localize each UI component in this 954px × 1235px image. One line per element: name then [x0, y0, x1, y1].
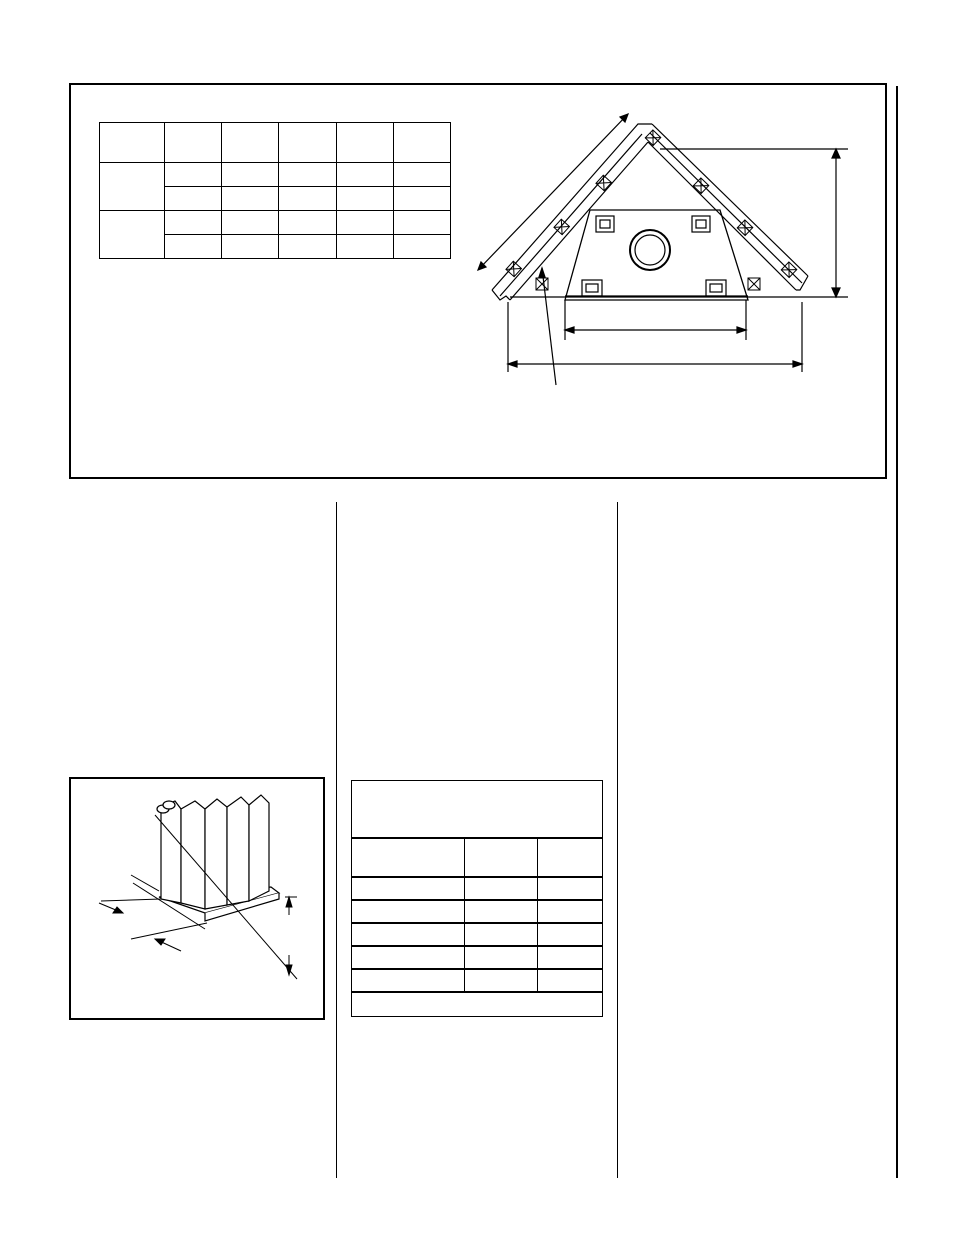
table-cell: [465, 946, 538, 969]
right-wall-outer: [652, 124, 808, 276]
table-cell: [336, 123, 393, 163]
table-cell: [465, 877, 538, 900]
table-row: [352, 900, 602, 923]
table-row: [100, 123, 451, 163]
table-cell: [165, 187, 222, 211]
table-cell: [465, 900, 538, 923]
table-cell: [222, 163, 279, 187]
table-cell: [352, 839, 465, 877]
table-cell: [165, 123, 222, 163]
table-cell: [222, 187, 279, 211]
table-row: [352, 839, 602, 877]
table-cell: [538, 900, 603, 923]
table-cell: [352, 900, 465, 923]
corner-installation-diagram: [470, 100, 870, 400]
panel-stack-diagram: [71, 779, 323, 1018]
table-cell: [336, 163, 393, 187]
table-cell: [538, 946, 603, 969]
table-cell: [222, 235, 279, 259]
table-row: [352, 923, 602, 946]
table-cell: [393, 211, 450, 235]
right-margin-rule: [896, 86, 898, 1178]
table-cell: [165, 211, 222, 235]
table-cell: [393, 187, 450, 211]
left-wall-outer: [492, 124, 652, 290]
table-cell: [538, 877, 603, 900]
table-cell: [165, 235, 222, 259]
table-row: [100, 211, 451, 235]
table-cell: [279, 235, 336, 259]
table-cell: [279, 187, 336, 211]
table-cell: [222, 211, 279, 235]
table-cell: [352, 923, 465, 946]
table-cell: [279, 211, 336, 235]
table-cell: [222, 123, 279, 163]
diagonal-dimension: [478, 114, 628, 270]
flue-collar-outer: [630, 230, 670, 270]
table-cell: [279, 163, 336, 187]
table-row: [352, 877, 602, 900]
table-row: [352, 946, 602, 969]
table-cell: [352, 969, 465, 992]
leader-line: [542, 268, 556, 385]
table-cell: [465, 839, 538, 877]
spec-table: [352, 839, 602, 993]
table-cell: [538, 923, 603, 946]
table-cell: [279, 123, 336, 163]
table-cell: [538, 839, 603, 877]
table-cell: [393, 235, 450, 259]
clearance-table: [99, 122, 451, 259]
table-row: [100, 163, 451, 187]
table-row: [352, 969, 602, 992]
table-cell: [393, 123, 450, 163]
table-cell: [538, 969, 603, 992]
table-cell: [100, 211, 165, 259]
table-cell: [352, 877, 465, 900]
column-divider-right: [617, 502, 618, 1178]
table-cell: [336, 187, 393, 211]
flue-collar-inner: [635, 235, 665, 265]
table-cell: [336, 235, 393, 259]
table-cell: [465, 969, 538, 992]
table-cell: [100, 163, 165, 211]
column-divider-left: [336, 502, 337, 1178]
table-cell: [100, 123, 165, 163]
table-cell: [336, 211, 393, 235]
table-cell: [165, 163, 222, 187]
table-cell: [465, 923, 538, 946]
fireplace-unit: [565, 210, 748, 300]
table-cell: [352, 946, 465, 969]
table-cell: [393, 163, 450, 187]
